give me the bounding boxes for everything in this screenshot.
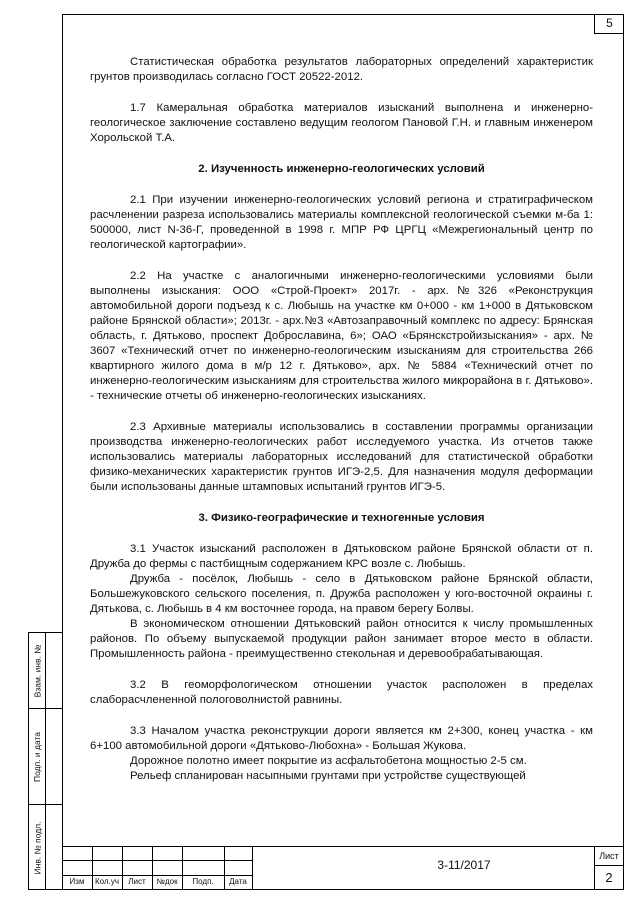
paragraph: 3.3 Началом участка реконструкции дороги является км 2+300, конец участка - км 6+100 автомобильной дороги «Дятьково-Любохна» - Большая Жукова.	[90, 725, 593, 752]
page-number-top: 5	[594, 14, 624, 34]
stamp-col-kol: Кол.уч	[95, 877, 119, 886]
title-block	[62, 846, 624, 890]
sheet-number: 2	[605, 870, 613, 885]
document-body	[90, 55, 593, 784]
paragraph: 3.2 В геоморфологическом отношении участок расположен в пределах слаборасчлененной пологоволнистой равнины.	[90, 679, 593, 706]
side-label-vzam: Взам. инв. №	[32, 644, 43, 698]
paragraph: 2.2 На участке с аналогичными инженерно-геологическими условиями были выполнены изыскания: ООО «Строй-Проект» 2017г. - арх.№326 «Реконструкция автомобильной дороги подъезд к с. Любышь на участке км 0+000 - км 1+000 в Дятьковском районе Брянской области»; 2013г. - арх.№3 «Автозаправочный комплекс по адресу: Брянская область, г. Дятьково, проспект Доброславина, 6»; ОАО «Брянскстройизыскания» - арх. № 3607 «Технический отчет по инженерно-геологическим изысканиям для строительства 266 квартирного жилого дома в м/р 12 г. Дятьково», арх. № 5884 «Технический отчет по инженерно-геологическим изысканиям для строительства жилого микрорайона в г. Дятьково». - технические отчеты об инженерно-геологических изысканиях.	[90, 270, 593, 402]
stamp-col-podp: Подп.	[192, 877, 214, 886]
side-stamp	[28, 632, 62, 890]
paragraph: Дорожное полотно имеет покрытие из асфальтобетона мощностью 2-5 см.	[130, 755, 527, 767]
paragraph: Рельеф спланирован насыпными грунтами при устройстве существующей	[130, 770, 526, 782]
document-code: 3-11/2017	[437, 858, 491, 872]
stamp-col-data: Дата	[229, 877, 247, 886]
section-heading: 3. Физико-географические и техногенные условия	[198, 512, 485, 524]
paragraph: В экономическом отношении Дятьковский район относится к числу промышленных районов. По объему выпускаемой продукции район занимает второе место в области. Промышленность района - преимущественно стекольная и деревообрабатывающая.	[90, 618, 593, 660]
stamp-line	[62, 846, 624, 847]
paragraph: 3.1 Участок изысканий расположен в Дятьковском районе Брянской области от п. Дружба до фермы с пастбищным содержанием КРС возле с. Любышь.	[90, 543, 593, 570]
paragraph: 2.1 При изучении инженерно-геологических условий региона и стратиграфическом расчленении разреза использовались материалы комплексной геологической съемки м-ба 1: 500000, лист N-36-Г, проведенной в 1998 г. МПР РФ ЦРГЦ «Межрегиональный центр по геологической картографии».	[90, 194, 593, 251]
stamp-col-ndok: №док	[156, 877, 178, 886]
side-label-podp: Подп. и дата	[32, 731, 43, 783]
section-heading: 2. Изученность инженерно-геологических условий	[198, 163, 485, 175]
stamp-col-list: Лист	[128, 877, 146, 886]
paragraph: 1.7 Камеральная обработка материалов изысканий выполнена и инженерно-геологическое заключение составлено ведущим геологом Пановой Г.Н. и главным инженером Хорольской Т.А.	[90, 102, 593, 144]
stamp-col-izm: Изм	[69, 877, 85, 886]
side-label-inv: Инв. № подл.	[32, 821, 43, 875]
paragraph: Дружба - посёлок, Любышь - село в Дятьковском районе Брянской области, Большежуковского сельского поселения, п. Дружба расположен у юго-восточной окраины г. Дятькова, с. Любышь в 4 км восточнее города, на правом берегу Болвы.	[90, 573, 593, 615]
stamp-line	[252, 846, 253, 890]
sheet-label: Лист	[599, 851, 619, 861]
paragraph: 2.3 Архивные материалы использовались в составлении программы организации производства инженерно-геологических работ исследуемого участка. Из отчетов также использовались материалы лабораторных исследований для статистической обработки физико-механических характеристик грунтов ИГЭ-2,5. Для назначения модуля деформации были использованы данные штамповых испытаний грунтов ИГЭ-5.	[90, 421, 593, 493]
paragraph: Статистическая обработка результатов лабораторных определений характеристик грунтов производилась согласно ГОСТ 20522-2012.	[90, 56, 593, 83]
